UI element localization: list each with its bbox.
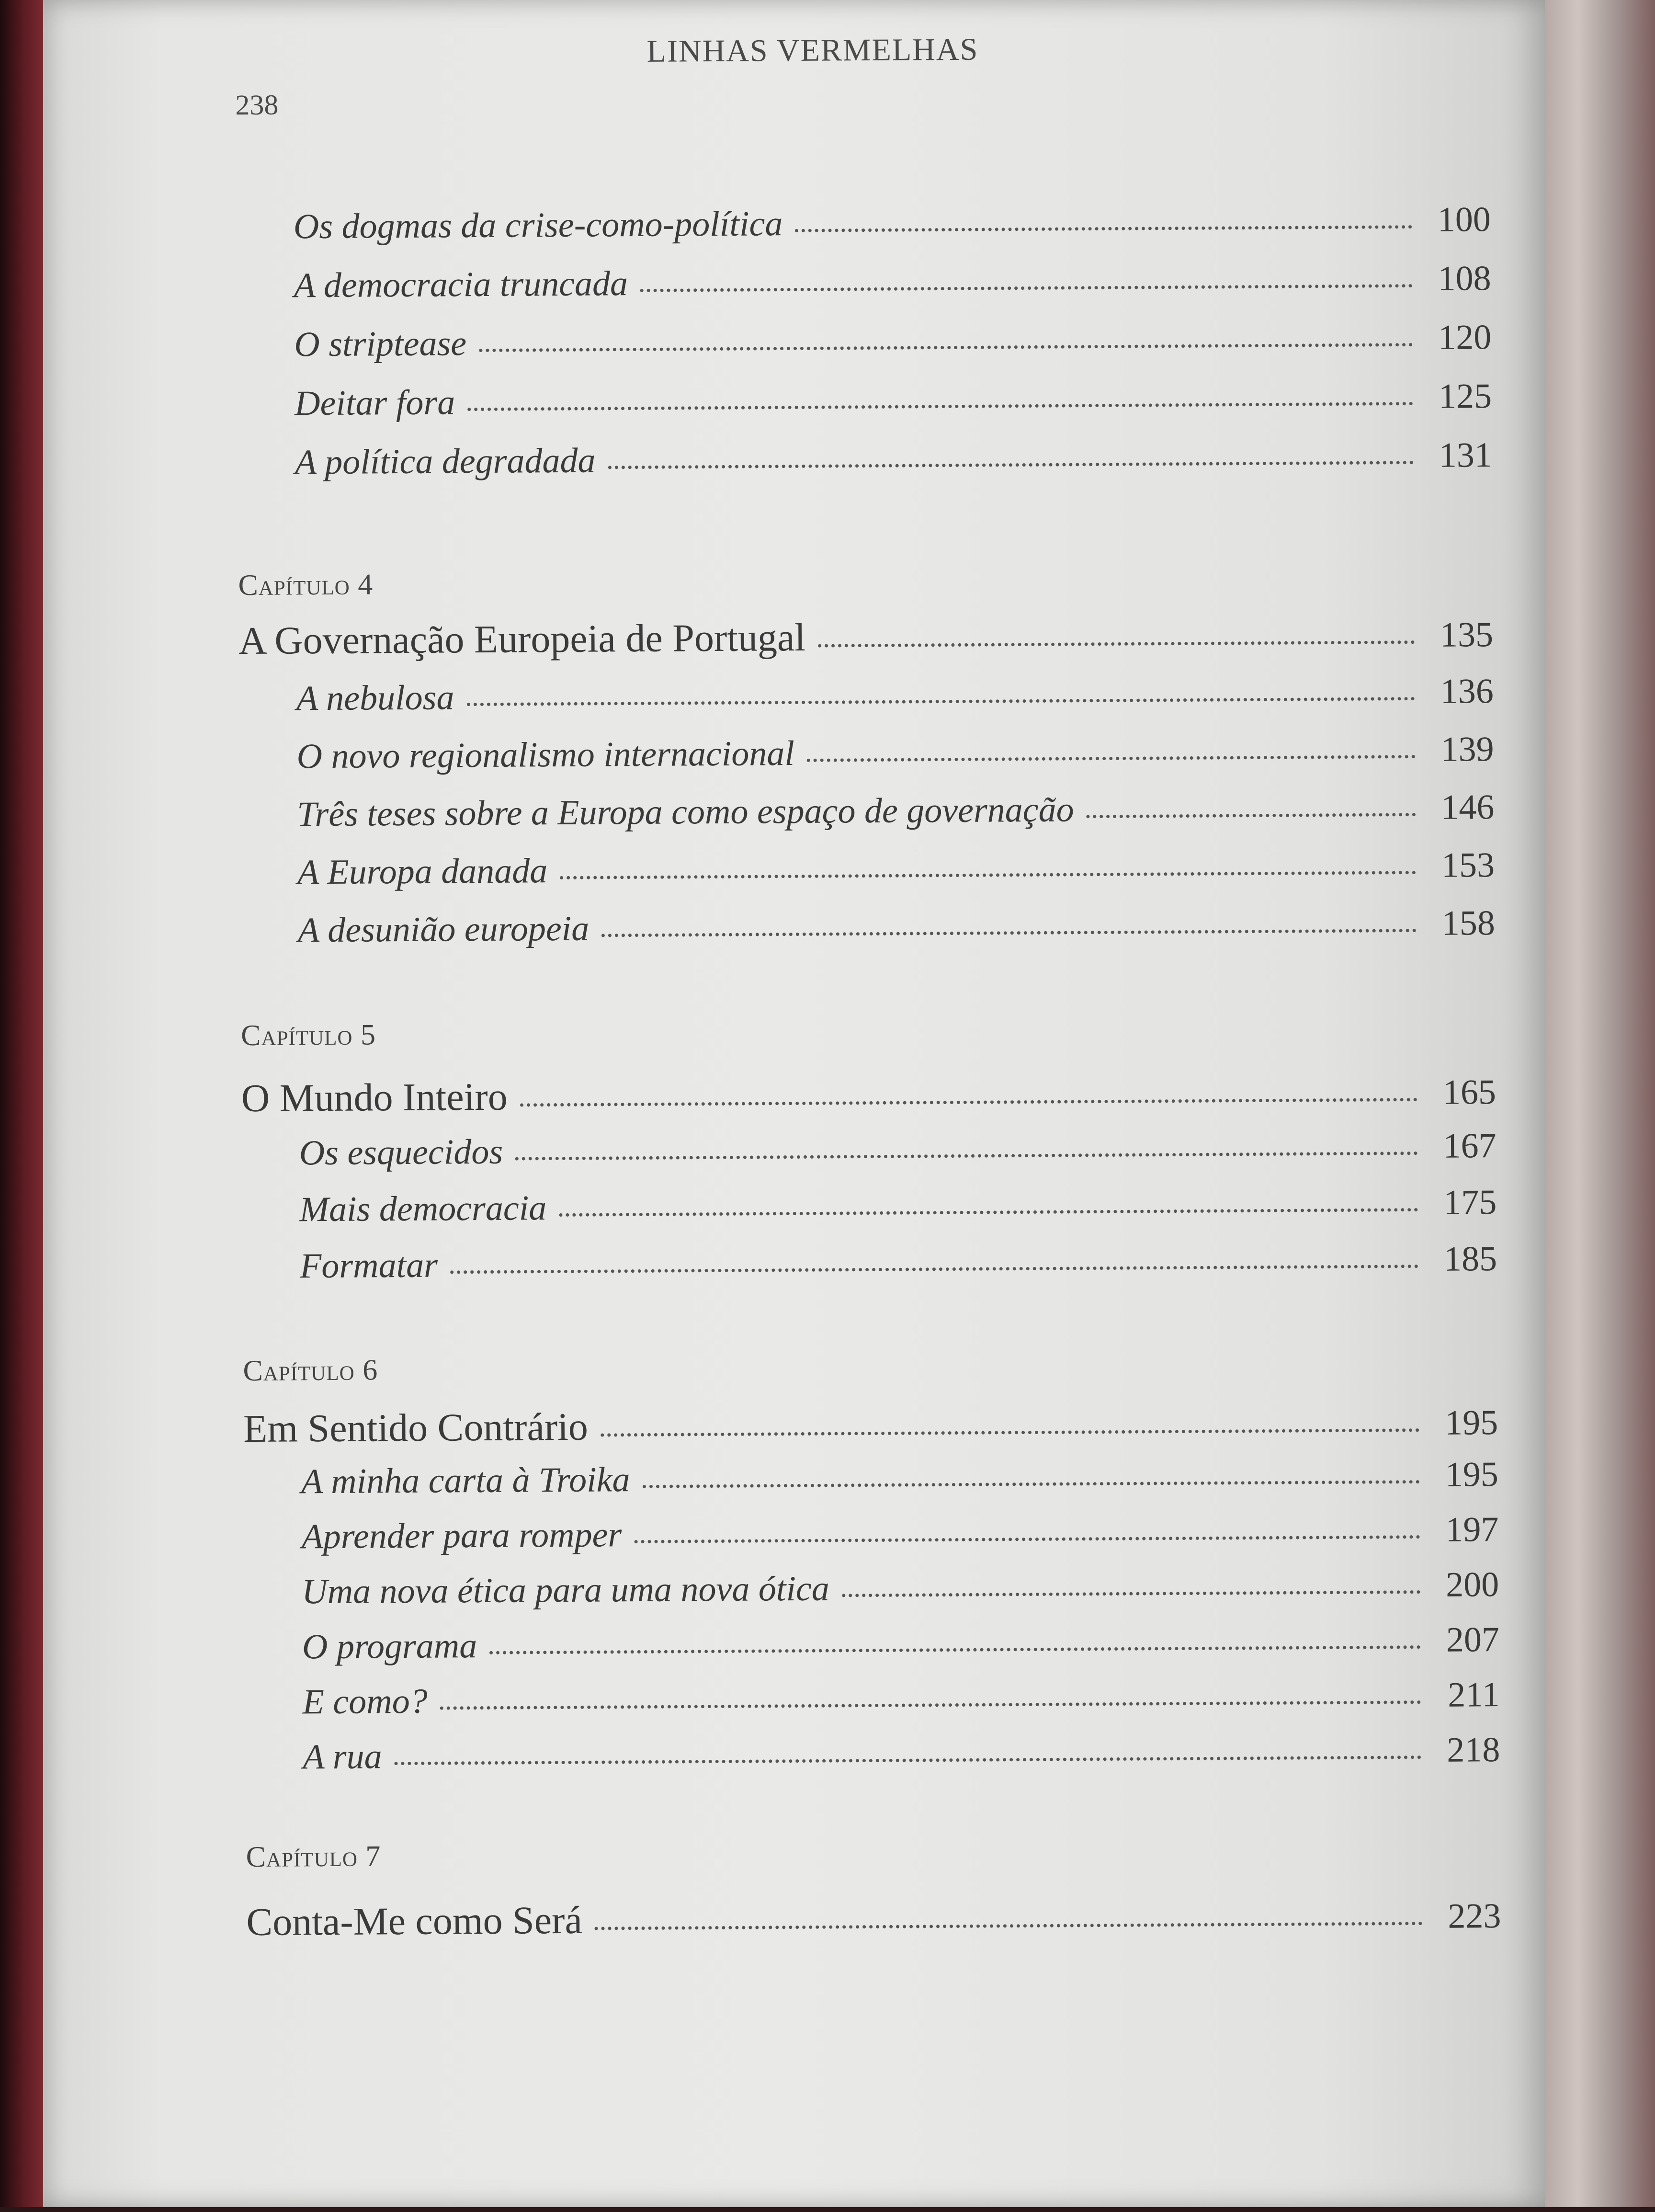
toc-entry [299,1128,1496,1171]
toc-entry [293,200,1491,247]
toc-entry-title: Três teses sobre a Europa como espaço de governação [297,790,1074,834]
toc-entry [295,437,1492,480]
dot-leader [467,697,1415,706]
toc-entry [296,673,1494,716]
toc-entry-title: A minha carta à Troika [301,1460,630,1502]
toc-entry-title: A desunião europeia [297,909,589,950]
toc-entry-page: 158 [1441,903,1496,943]
toc-entry-title: Uma nova ética para uma nova ótica [302,1569,830,1612]
book-page [43,0,1545,2207]
dot-leader [643,1480,1420,1488]
toc-entry [302,1565,1499,1612]
chapter-title: Em Sentido Contrário [243,1404,589,1451]
dot-leader [559,1208,1418,1217]
toc-entry-title: Aprender para romper [301,1515,622,1557]
chapter-title-entry [243,1402,1498,1451]
toc-entry [294,259,1491,306]
toc-entry [297,847,1495,890]
dot-leader [450,1265,1418,1274]
toc-entry [301,1510,1499,1557]
dot-leader [807,755,1416,762]
toc-entry-page: 120 [1438,318,1492,357]
dot-leader [440,1700,1421,1710]
toc-entry [295,378,1492,421]
dot-leader [795,225,1412,232]
chapter-label: Capítulo 5 [240,1018,376,1052]
toc-entry-title: A nebulosa [296,678,454,718]
toc-entry-page: 100 [1437,200,1491,239]
dot-leader [601,1428,1419,1437]
toc-entry-title: A política degradada [295,441,596,482]
toc-entry-title: A rua [303,1737,382,1777]
chapter-title: Conta-Me como Será [246,1898,583,1944]
running-head: LINHAS VERMELHAS [646,32,979,69]
dot-leader [601,929,1417,937]
toc-entry-page: 211 [1448,1675,1500,1715]
toc-entry-page: 108 [1438,259,1491,298]
dot-leader [395,1756,1422,1765]
chapter-label: Capítulo 6 [243,1354,378,1388]
toc-entry [296,731,1494,774]
dot-leader [515,1152,1418,1161]
toc-entry [303,1732,1500,1775]
dot-leader [634,1535,1420,1543]
toc-entry-page: 146 [1441,787,1495,827]
toc-entry-page: 167 [1443,1126,1496,1166]
toc-entry-page: 207 [1446,1620,1500,1660]
toc-entry-page: 197 [1445,1510,1499,1550]
toc-entry-page: 139 [1440,730,1494,769]
book-spine [0,0,43,2207]
page-number: 238 [235,89,279,121]
toc-entry-page: 175 [1443,1183,1497,1222]
chapter-title-entry [246,1895,1501,1942]
dot-leader [520,1098,1417,1106]
toc-entry-page: 185 [1443,1239,1497,1279]
dot-leader [560,871,1416,879]
book-cover-edge [1545,0,1655,2207]
toc-entry-page: 153 [1441,845,1495,885]
dot-leader [842,1590,1420,1597]
chapter-label: Capítulo 7 [246,1840,381,1874]
toc-entry [299,1183,1497,1230]
chapter-page: 135 [1440,615,1494,655]
dot-leader [467,402,1413,411]
dot-leader [489,1645,1421,1654]
toc-entry-title: Mais democracia [299,1188,547,1230]
chapter-page: 223 [1448,1896,1501,1936]
chapter-title-entry [241,1071,1496,1118]
chapter-title-entry [238,614,1493,661]
chapter-title: A Governação Europeia de Portugal [238,615,806,663]
toc-entry-title: E como? [302,1681,428,1722]
toc-entry-page: 131 [1439,435,1493,475]
toc-entry [297,789,1494,832]
chapter-label: Capítulo 4 [238,568,374,602]
dot-leader [1087,813,1416,818]
toc-entry-title: Os dogmas da crise-como-política [293,204,783,247]
toc-entry-page: 125 [1438,376,1492,416]
toc-entry-title: O striptease [294,324,467,365]
toc-entry-title: A democracia truncada [294,264,628,306]
toc-entry [294,318,1492,365]
toc-entry-title: Os esquecidos [299,1132,503,1173]
chapter-page: 195 [1444,1403,1498,1443]
dot-leader [818,640,1415,648]
toc-entry-page: 195 [1445,1455,1499,1494]
toc-entry [298,905,1495,948]
toc-entry-page: 200 [1445,1565,1499,1605]
toc-entry [300,1241,1497,1284]
toc-entry-title: Deitar fora [294,383,455,423]
chapter-title: O Mundo Inteiro [241,1074,508,1120]
dot-leader [640,284,1413,292]
page-content [43,0,1558,2212]
dot-leader [595,1922,1423,1930]
toc-entry [302,1677,1499,1720]
dot-leader [608,461,1414,469]
dot-leader [479,343,1413,352]
toc-entry [302,1622,1499,1665]
toc-entry-title: Formatar [299,1245,438,1286]
toc-entry-page: 218 [1447,1730,1500,1770]
toc-entry-title: O programa [302,1626,477,1667]
toc-entry-title: A Europa danada [297,851,548,892]
toc-entry [301,1455,1499,1502]
chapter-page: 165 [1442,1072,1496,1112]
toc-entry-title: O novo regionalismo internacional [296,734,795,776]
toc-entry-page: 136 [1440,672,1494,711]
